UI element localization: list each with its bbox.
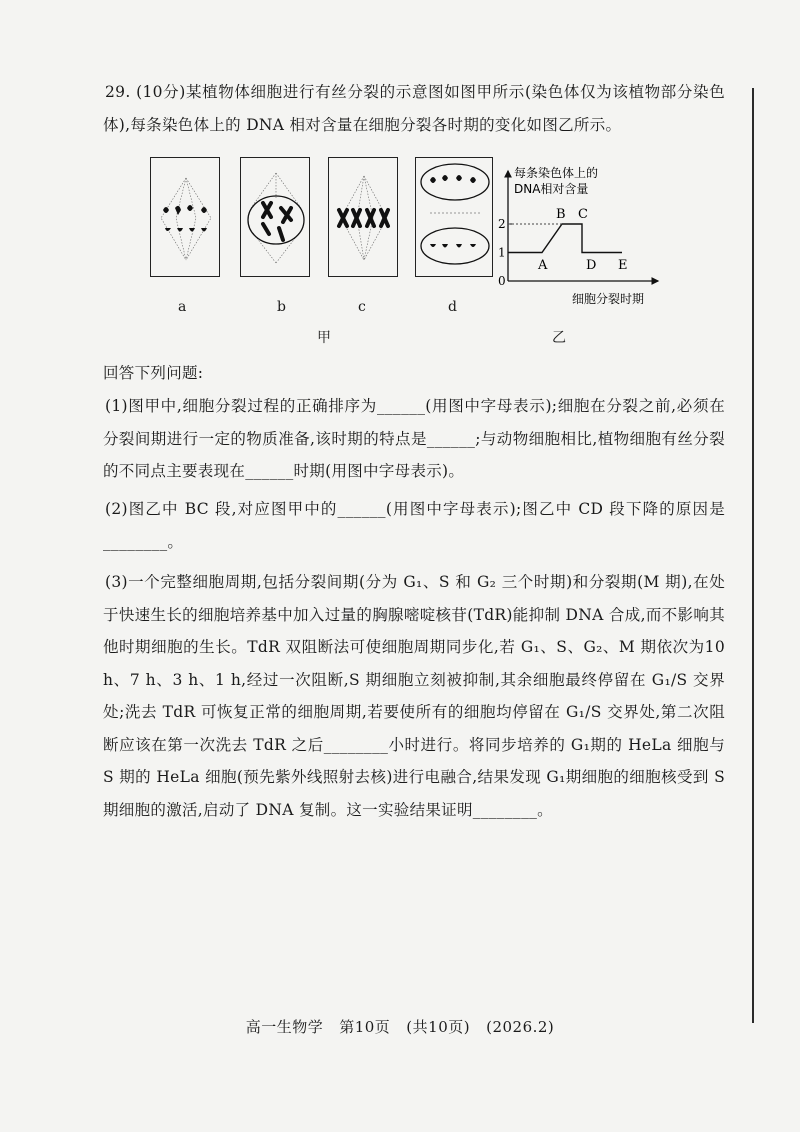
figure-area bbox=[150, 157, 670, 347]
point-label-B: B bbox=[556, 207, 566, 222]
question-intro: 29. (10分)某植物体细胞进行有丝分裂的示意图如图甲所示(染色体仅为该植物部分染色体),每条染色体上的 DNA 相对含量在细胞分裂各时期的变化如图乙所示。 bbox=[103, 83, 725, 134]
cell-panel-d bbox=[415, 157, 493, 277]
footer-total: (共10页) bbox=[406, 1018, 471, 1036]
dna-content-graph bbox=[500, 157, 670, 317]
cell-panel-a bbox=[150, 157, 220, 277]
cell-panel-b bbox=[240, 157, 310, 277]
y-tick-label: 2 bbox=[498, 217, 506, 231]
y-label-line1: 每条染色体上的 bbox=[514, 166, 599, 180]
question-part2: (2)图乙中 BC 段,对应图甲中的______(用图中字母表示);图乙中 CD 段下降的原因是________。 bbox=[103, 500, 725, 551]
panel-label-b: b bbox=[277, 299, 286, 315]
cell-panel-c bbox=[328, 157, 398, 277]
footer-subject: 高一生物学 bbox=[245, 1018, 324, 1036]
x-label: 细胞分裂时期 bbox=[572, 292, 645, 306]
answer-prompt: 回答下列问题: bbox=[103, 364, 204, 382]
question-part1: (1)图甲中,细胞分裂过程的正确排序为______(用图中字母表示);细胞在分裂之前,必须在分裂间期进行一定的物质准备,该时期的特点是______;与动物细胞相比,植物细胞有丝分裂的不同点主要表现在______时期(用图中字母表示)。 bbox=[103, 397, 725, 480]
y-label-line2: DNA相对含量 bbox=[514, 182, 589, 196]
point-label-C: C bbox=[578, 207, 588, 222]
footer-page: 第10页 bbox=[339, 1018, 391, 1036]
page-footer bbox=[0, 1016, 800, 1037]
caption-jia: 甲 bbox=[317, 330, 331, 346]
panel-label-d: d bbox=[448, 299, 457, 315]
point-label-A: A bbox=[538, 258, 548, 273]
point-label-E: E bbox=[618, 258, 628, 273]
y-tick-label: 1 bbox=[498, 245, 506, 260]
panel-label-c: c bbox=[358, 299, 366, 315]
footer-date: (2026.2) bbox=[486, 1018, 555, 1036]
graph-svg bbox=[500, 157, 670, 317]
question-part3: (3)一个完整细胞周期,包括分裂间期(分为 G₁、S 和 G₂ 三个时期)和分裂期(M 期),在处于快速生长的细胞培养基中加入过量的胸腺嘧啶核苷(TdR)能抑制 DNA 合成,而不影响其他时期细胞的生长。TdR 双阻断法可使细胞周期同步化,若 G₁、S、G₂、M 期依次为10 h、7 h、3 h、1 h,经过一次阻断,S 期细胞立刻被抑制,其余细胞最终停留在 G₁/S 交界处;洗去 TdR 可恢复正常的细胞周期,若要使所有的细胞均停留在 G₁/S 交界处,第二次阻断应该在第一次洗去 TdR 之后________小时进行。将同步培养的 G₁期的 HeLa 细胞与 S 期的 HeLa 细胞(预先紫外线照射去核)进行电融合,结果发现 G₁期细胞的细胞核受到 S 期细胞的激活,启动了 DNA 复制。这一实验结果证明________。 bbox=[103, 573, 725, 819]
caption-yi: 乙 bbox=[552, 330, 566, 346]
series-line bbox=[508, 224, 622, 253]
panel-label-a: a bbox=[178, 299, 187, 315]
margin-line bbox=[752, 88, 754, 1023]
point-label-D: D bbox=[586, 258, 597, 273]
origin-label: 0 bbox=[498, 274, 506, 288]
